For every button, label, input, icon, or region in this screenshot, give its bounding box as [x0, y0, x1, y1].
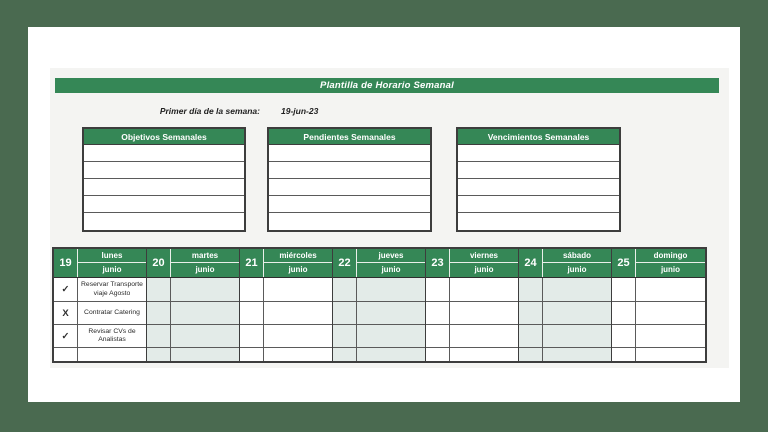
- status-cell[interactable]: [519, 325, 543, 347]
- check-mark-icon[interactable]: ✓: [54, 278, 78, 301]
- task-cell[interactable]: [450, 348, 518, 361]
- day-name-label: sábado: [543, 249, 611, 263]
- week-body-row: [426, 348, 518, 361]
- status-cell[interactable]: [240, 325, 264, 347]
- status-cell[interactable]: [612, 348, 636, 361]
- day-name-label: miércoles: [264, 249, 332, 263]
- week-body-row: [240, 302, 332, 325]
- day-group-viernes: [426, 249, 519, 361]
- task-cell[interactable]: Contratar Catering: [78, 302, 146, 324]
- task-cell[interactable]: [357, 278, 425, 301]
- day-name-stack: [78, 249, 146, 277]
- week-body-row: [54, 302, 146, 325]
- x-mark-icon[interactable]: X: [54, 302, 78, 324]
- week-body-row: [426, 325, 518, 348]
- week-body-row: [147, 325, 239, 348]
- day-number-cell: 19: [54, 249, 78, 277]
- task-cell[interactable]: [543, 302, 611, 324]
- task-cell[interactable]: [357, 325, 425, 347]
- week-body-row: [147, 302, 239, 325]
- status-cell[interactable]: [333, 348, 357, 361]
- task-cell[interactable]: [171, 278, 239, 301]
- day-group-sábado: [519, 249, 612, 361]
- day-name-label: viernes: [450, 249, 518, 263]
- task-cell[interactable]: [636, 325, 705, 347]
- section-empty-row[interactable]: [269, 162, 430, 179]
- section-empty-row[interactable]: [269, 145, 430, 162]
- task-cell[interactable]: [450, 325, 518, 347]
- pendientes-table: [267, 127, 432, 232]
- week-body-row: [240, 348, 332, 361]
- task-cell[interactable]: [264, 348, 332, 361]
- week-table: [52, 247, 707, 363]
- task-cell[interactable]: [543, 325, 611, 347]
- week-body-row: [54, 325, 146, 348]
- task-cell[interactable]: [78, 348, 146, 361]
- day-group-lunes: [54, 249, 147, 361]
- week-body-row: [147, 278, 239, 302]
- page-title: [55, 78, 719, 93]
- day-month-label: junio: [102, 265, 122, 274]
- worksheet-card: [28, 27, 740, 402]
- week-body-row: [240, 278, 332, 302]
- day-number-cell: 22: [333, 249, 357, 277]
- week-body-row: [612, 325, 705, 348]
- day-number-cell: 25: [612, 249, 636, 277]
- day-name-stack: [450, 249, 518, 277]
- week-body-row: [612, 278, 705, 302]
- section-empty-row[interactable]: [458, 179, 619, 196]
- week-body-row: [519, 325, 611, 348]
- task-cell[interactable]: Reservar Transporte viaje Agosto: [78, 278, 146, 301]
- status-cell[interactable]: [519, 302, 543, 324]
- status-cell[interactable]: [612, 302, 636, 324]
- check-mark-icon[interactable]: ✓: [54, 325, 78, 347]
- status-cell[interactable]: [519, 348, 543, 361]
- status-cell[interactable]: [333, 278, 357, 301]
- status-cell[interactable]: [333, 302, 357, 324]
- week-body-row: [519, 278, 611, 302]
- week-body-row: [333, 302, 425, 325]
- section-empty-row[interactable]: [84, 145, 244, 162]
- status-cell[interactable]: [240, 348, 264, 361]
- status-cell[interactable]: [426, 348, 450, 361]
- status-cell[interactable]: [240, 302, 264, 324]
- day-header: [240, 249, 332, 278]
- day-name-stack: [171, 249, 239, 277]
- section-empty-row[interactable]: [84, 196, 244, 213]
- week-body-row: [519, 348, 611, 361]
- page-title-text: Plantilla de Horario Semanal: [320, 80, 454, 91]
- task-cell[interactable]: Revisar CVs de Analistas: [78, 325, 146, 347]
- day-group-jueves: [333, 249, 426, 361]
- task-cell[interactable]: [636, 302, 705, 324]
- week-body-row: [333, 348, 425, 361]
- task-cell[interactable]: [171, 302, 239, 324]
- week-body-row: [54, 278, 146, 302]
- week-body-row: [612, 302, 705, 325]
- section-empty-row[interactable]: [458, 196, 619, 213]
- day-name-label: jueves: [357, 249, 425, 263]
- status-cell[interactable]: [147, 325, 171, 347]
- task-cell[interactable]: [264, 302, 332, 324]
- task-cell[interactable]: [450, 278, 518, 301]
- day-name-label: domingo: [636, 249, 705, 263]
- day-group-martes: [147, 249, 240, 361]
- day-header: [612, 249, 705, 278]
- day-name-stack: [543, 249, 611, 277]
- objetivos-table: [82, 127, 246, 232]
- day-month-label: junio: [474, 265, 494, 274]
- section-empty-row[interactable]: [269, 196, 430, 213]
- task-cell[interactable]: [636, 348, 705, 361]
- day-number-cell: 21: [240, 249, 264, 277]
- section-empty-row[interactable]: [458, 145, 619, 162]
- vencimientos-table-header: Vencimientos Semanales: [458, 129, 619, 145]
- objetivos-table-header: Objetivos Semanales: [84, 129, 244, 145]
- week-body-row: [147, 348, 239, 361]
- task-cell[interactable]: [357, 348, 425, 361]
- section-empty-row[interactable]: [269, 213, 430, 230]
- task-cell[interactable]: [636, 278, 705, 301]
- day-month-label: junio: [195, 265, 215, 274]
- week-body-row: [333, 278, 425, 302]
- section-empty-row[interactable]: [269, 179, 430, 196]
- week-body-row: [519, 302, 611, 325]
- week-body-row: [240, 325, 332, 348]
- section-empty-row[interactable]: [84, 162, 244, 179]
- day-number-cell: 23: [426, 249, 450, 277]
- day-number-cell: 24: [519, 249, 543, 277]
- first-day-label: Primer día de la semana:: [159, 106, 260, 116]
- task-cell[interactable]: [357, 302, 425, 324]
- day-month-label: junio: [660, 265, 681, 274]
- day-group-miércoles: [240, 249, 333, 361]
- day-number-cell: 20: [147, 249, 171, 277]
- week-body-row: [426, 278, 518, 302]
- task-cell[interactable]: [543, 348, 611, 361]
- day-month-label: junio: [381, 265, 401, 274]
- day-header: [54, 249, 146, 278]
- day-header: [147, 249, 239, 278]
- section-empty-row[interactable]: [84, 213, 244, 230]
- task-cell[interactable]: [264, 278, 332, 301]
- week-body-row: [54, 348, 146, 361]
- day-name-label: lunes: [78, 249, 146, 263]
- status-cell[interactable]: [147, 302, 171, 324]
- day-month-label: junio: [567, 265, 587, 274]
- week-body-row: [426, 302, 518, 325]
- status-cell[interactable]: [333, 325, 357, 347]
- status-cell[interactable]: [519, 278, 543, 301]
- week-body-row: [612, 348, 705, 361]
- task-cell[interactable]: [543, 278, 611, 301]
- spreadsheet-area: [50, 68, 729, 368]
- day-name-stack: [636, 249, 705, 277]
- day-name-stack: [264, 249, 332, 277]
- day-name-label: martes: [171, 249, 239, 263]
- status-cell[interactable]: [240, 278, 264, 301]
- week-body-row: [333, 325, 425, 348]
- task-cell[interactable]: [171, 325, 239, 347]
- day-month-label: junio: [288, 265, 308, 274]
- status-cell[interactable]: [612, 278, 636, 301]
- status-cell[interactable]: [426, 325, 450, 347]
- status-cell[interactable]: [54, 348, 78, 361]
- day-header: [333, 249, 425, 278]
- pendientes-table-header: Pendientes Semanales: [269, 129, 430, 145]
- status-cell[interactable]: [426, 278, 450, 301]
- task-cell[interactable]: [171, 348, 239, 361]
- status-cell[interactable]: [147, 348, 171, 361]
- section-empty-row[interactable]: [458, 162, 619, 179]
- section-empty-row[interactable]: [84, 179, 244, 196]
- task-cell[interactable]: [450, 302, 518, 324]
- vencimientos-table: [456, 127, 621, 232]
- status-cell[interactable]: [147, 278, 171, 301]
- day-name-stack: [357, 249, 425, 277]
- day-header: [519, 249, 611, 278]
- section-empty-row[interactable]: [458, 213, 619, 230]
- status-cell[interactable]: [426, 302, 450, 324]
- first-day-value[interactable]: 19-jun-23: [281, 106, 319, 116]
- day-header: [426, 249, 518, 278]
- status-cell[interactable]: [612, 325, 636, 347]
- day-group-domingo: [612, 249, 705, 361]
- task-cell[interactable]: [264, 325, 332, 347]
